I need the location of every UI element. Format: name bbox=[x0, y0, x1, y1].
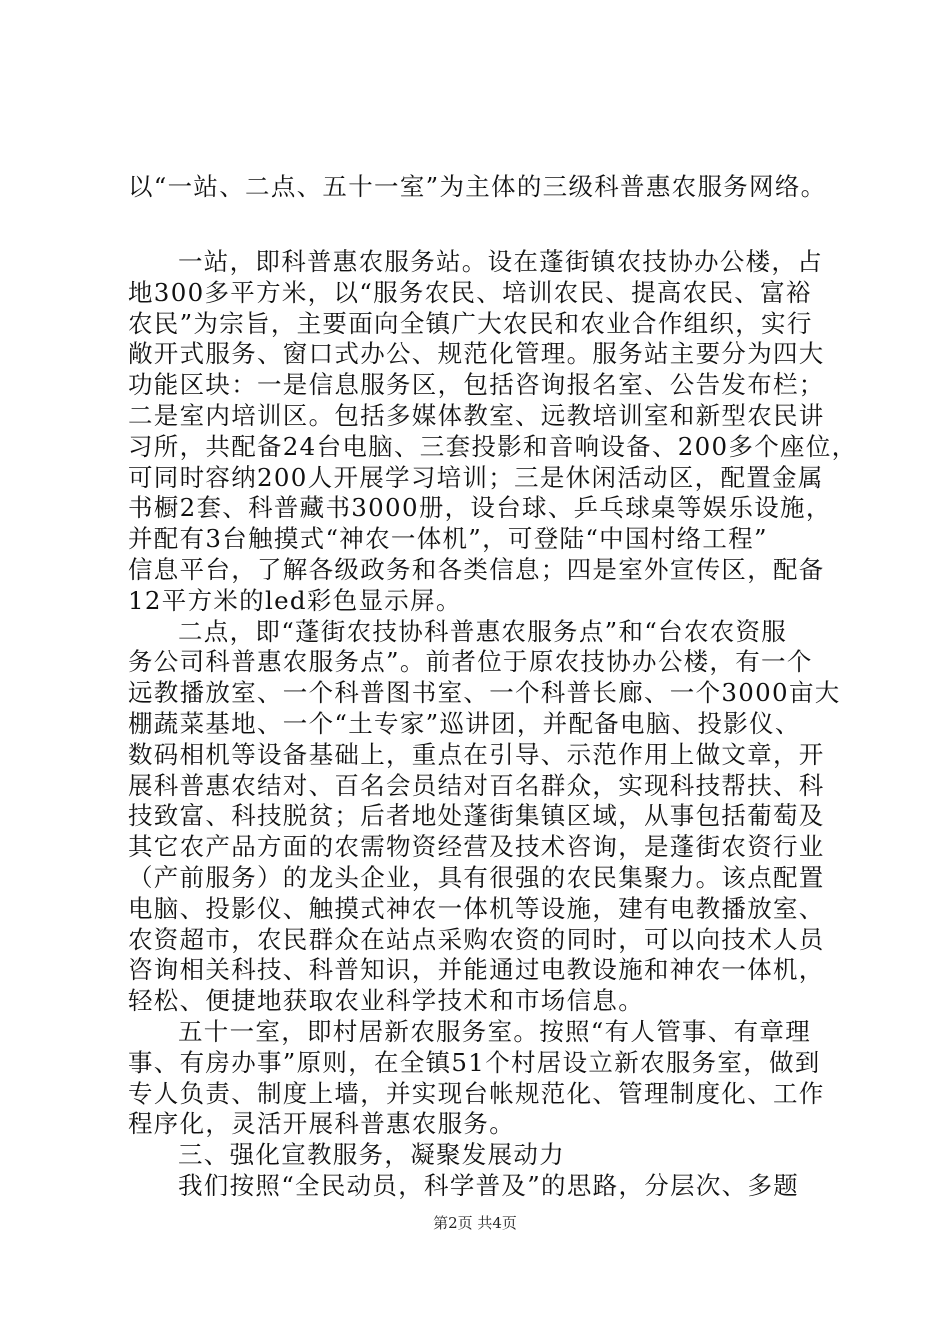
text-line: 务公司科普惠农服务点”。前者位于原农技协办公楼，有一个 bbox=[128, 647, 813, 677]
text-line: 三、强化宣教服务，凝聚发展动力 bbox=[178, 1140, 565, 1170]
text-line: 电脑、投影仪、触摸式神农一体机等设施，建有电教播放室、 bbox=[128, 893, 825, 923]
text-line: 敞开式服务、窗口式办公、规范化管理。服务站主要分为四大 bbox=[128, 339, 825, 369]
text-line: 二是室内培训区。包括多媒体教室、远教培训室和新型农民讲 bbox=[128, 401, 825, 430]
text-line: 其它农产品方面的农需物资经营及技术咨询，是蓬街农资行业 bbox=[128, 832, 825, 862]
text-line: 我们按照“全民动员，科学普及”的思路，分层次、多题 bbox=[178, 1171, 800, 1200]
text-line: 可同时容纳200人开展学习培训；三是休闲活动区，配置金属 bbox=[128, 462, 824, 492]
text-line: 事、有房办事”原则，在全镇51个村居设立新农服务室，做到 bbox=[128, 1047, 821, 1077]
text-line: （产前服务）的龙头企业，具有很强的农民集聚力。该点配置 bbox=[128, 863, 825, 892]
text-line: 并配有3台触摸式“神农一体机”，可登陆“中国村络工程” bbox=[128, 524, 768, 554]
text-line: 12平方米的led彩色显示屏。 bbox=[128, 585, 462, 615]
text-line: 书橱2套、科普藏书3000册，设台球、乒乓球桌等娱乐设施， bbox=[128, 493, 832, 523]
text-line: 习所，共配备24台电脑、三套投影和音响设备、200多个座位， bbox=[128, 431, 858, 461]
text-line: 农民”为宗旨，主要面向全镇广大农民和农业合作组织，实行 bbox=[128, 308, 813, 338]
page-footer: 第2页 共4页 bbox=[433, 1214, 517, 1232]
text-line: 信息平台，了解各级政务和各类信息；四是室外宣传区，配备 bbox=[128, 555, 825, 584]
text-line: 农资超市，农民群众在站点采购农资的同时，可以向技术人员 bbox=[128, 924, 825, 954]
text-line: 展科普惠农结对、百名会员结对百名群众，实现科技帮扶、科 bbox=[128, 770, 825, 800]
text-line: 数码相机等设备基础上，重点在引导、示范作用上做文章，开 bbox=[128, 739, 825, 769]
text-line: 专人负责、制度上墙，并实现台帐规范化、管理制度化、工作 bbox=[128, 1078, 825, 1108]
text-line: 咨询相关科技、科普知识，并能通过电教设施和神农一体机， bbox=[128, 955, 825, 985]
text-line: 轻松、便捷地获取农业科学技术和市场信息。 bbox=[128, 986, 644, 1016]
text-line: 五十一室，即村居新农服务室。按照“有人管事、有章理 bbox=[178, 1017, 812, 1046]
text-line: 程序化，灵活开展科普惠农服务。 bbox=[128, 1109, 515, 1139]
text-line: 远教播放室、一个科普图书室、一个科普长廊、一个3000亩大 bbox=[128, 678, 841, 708]
text-line: 一站，即科普惠农服务站。设在蓬街镇农技协办公楼，占 bbox=[178, 247, 823, 276]
text-line: 以“一站、二点、五十一室”为主体的三级科普惠农服务网络。 bbox=[128, 172, 827, 201]
text-line: 功能区块：一是信息服务区，包括咨询报名室、公告发布栏； bbox=[128, 370, 825, 400]
text-line: 棚蔬菜基地、一个“土专家”巡讲团，并配备电脑、投影仪、 bbox=[128, 709, 801, 738]
text-line: 二点，即“蓬街农技协科普惠农服务点”和“台农农资服 bbox=[178, 616, 788, 646]
text-line: 技致富、科技脱贫；后者地处蓬街集镇区域，从事包括葡萄及 bbox=[128, 801, 825, 831]
text-line: 地300多平方米，以“服务农民、培训农民、提高农民、富裕 bbox=[128, 277, 812, 307]
